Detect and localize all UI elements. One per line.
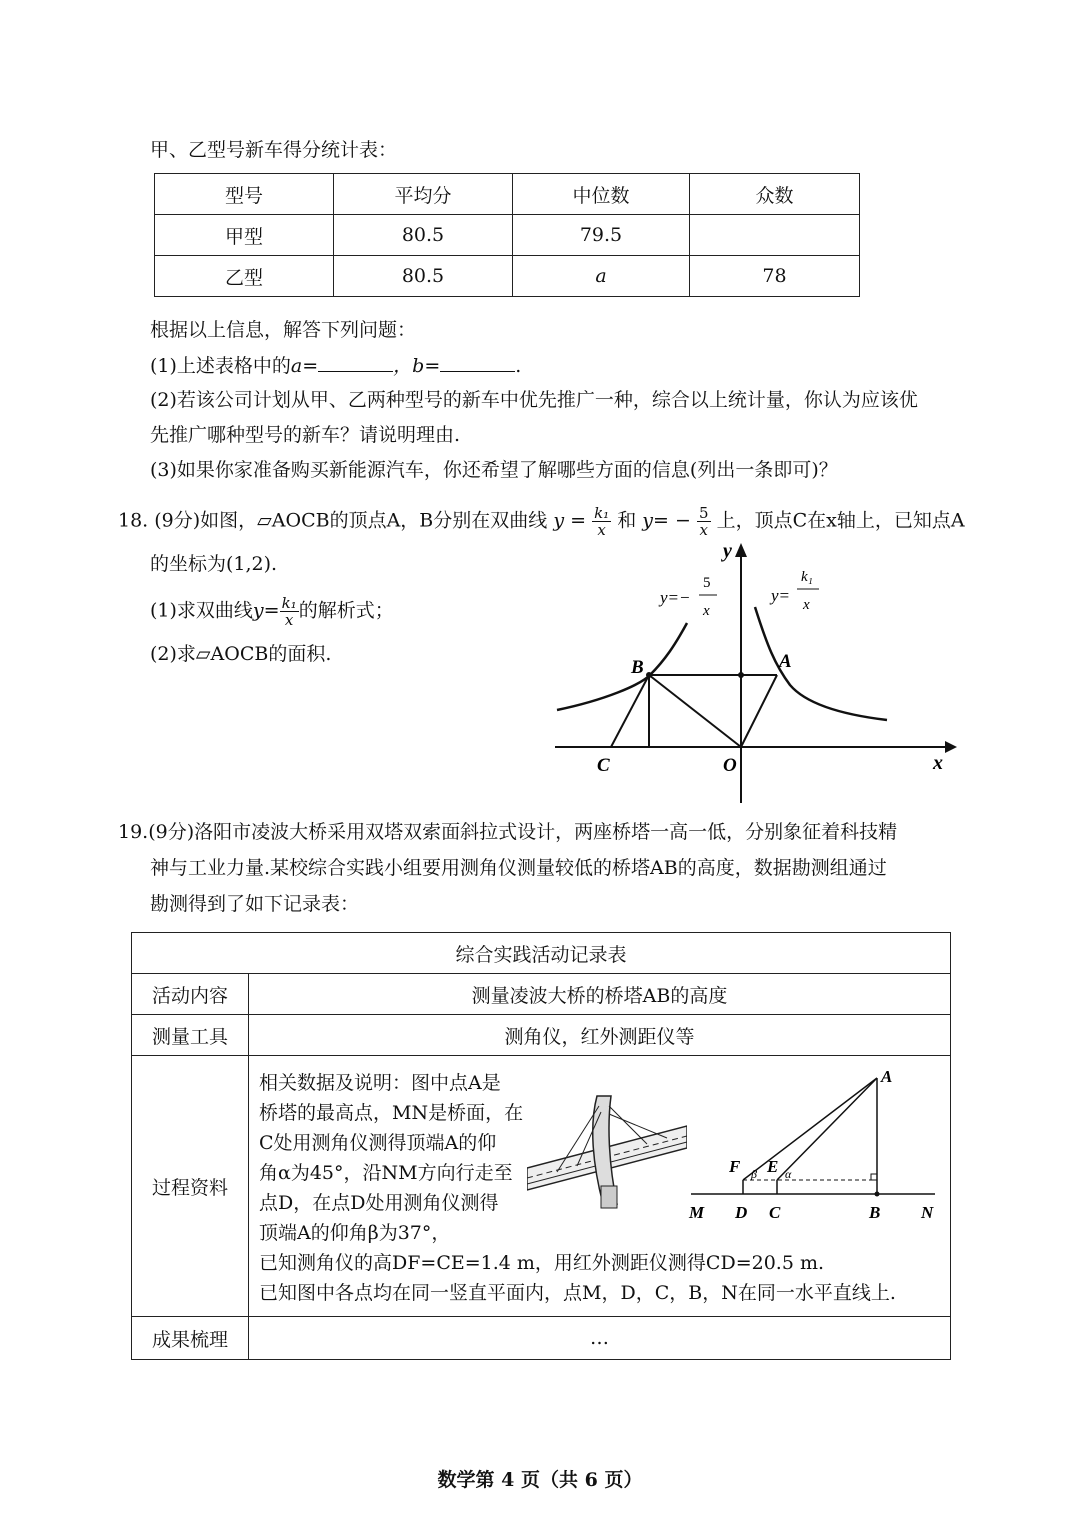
- record-value: …: [249, 1317, 951, 1360]
- page-footer: 数学第 4 页（共 6 页）: [437, 1469, 643, 1491]
- frac-den: x: [284, 611, 294, 629]
- answer-blank-b[interactable]: [440, 353, 515, 372]
- q19-text-1: (9分)洛阳市凌波大桥采用双塔双索面斜拉式设计，两座桥塔一高一低，分别象征着科技精: [148, 821, 898, 843]
- table-caption: 甲、乙型号新车得分统计表：: [150, 139, 398, 161]
- label-M: M: [689, 1203, 705, 1222]
- q18-text: (9分)如图，▱AOCB的顶点A，B分别在双曲线: [154, 509, 548, 532]
- label-F: F: [729, 1157, 741, 1176]
- left-curve-label: y=−: [660, 588, 691, 607]
- point-B: [646, 672, 652, 678]
- segment-BC: [611, 675, 649, 747]
- desc-line: 角α为45°，沿NM方向行走至: [259, 1162, 513, 1184]
- q18-line1: [118, 505, 965, 538]
- record-label: 测量工具: [132, 1015, 249, 1056]
- fraction-k1-x: [592, 505, 611, 538]
- table-cell: 乙型: [155, 256, 334, 297]
- frac-num: k₁: [281, 594, 297, 612]
- header-cell: 众数: [690, 174, 860, 215]
- label-D: D: [735, 1203, 748, 1222]
- record-value: 测角仪，红外测距仪等: [249, 1015, 951, 1056]
- q18-and: 和: [617, 509, 637, 532]
- right-hyperbola: [755, 607, 887, 720]
- q18-number: 18.: [118, 509, 149, 532]
- label-C: C: [597, 755, 610, 776]
- right-curve-num: k₁: [801, 569, 813, 585]
- label-alpha: α: [785, 1167, 792, 1181]
- desc-line: 已知图中各点均在同一竖直平面内，点M，D，C，B，N在同一水平直线上.: [259, 1282, 896, 1304]
- q19-line3: 勘测得到了如下记录表：: [150, 893, 360, 915]
- q19-number: 19.: [118, 821, 149, 843]
- desc-line: 顶端A的仰角β为37°，: [259, 1222, 451, 1244]
- label-beta: β: [751, 1167, 757, 1181]
- y-axis-arrow-icon: [735, 543, 747, 557]
- frac-den: x: [699, 521, 708, 539]
- label-A: A: [881, 1067, 893, 1086]
- bridge-image: [527, 1086, 687, 1216]
- record-value: 测量凌波大桥的桥塔AB的高度: [249, 974, 951, 1015]
- q18-y-eq3: y=: [252, 599, 280, 622]
- fraction-k1-x: [280, 595, 299, 628]
- label-O: O: [723, 755, 737, 776]
- x-axis-label: x: [933, 752, 943, 774]
- angle-diagram: [685, 1066, 945, 1241]
- q18-y-eq2: y= −: [642, 509, 691, 532]
- desc-line: 已知测角仪的高DF=CE=1.4 m，用红外测距仪测得CD=20.5 m.: [259, 1252, 825, 1274]
- table-cell: 甲型: [155, 215, 334, 256]
- table-cell: 80.5: [334, 215, 513, 256]
- score-table: [154, 173, 860, 297]
- blank-a-label: a=: [290, 355, 319, 377]
- q19-line1: [118, 820, 897, 844]
- label-A: A: [779, 651, 792, 672]
- record-title: 综合实践活动记录表: [132, 933, 951, 974]
- label-N: N: [921, 1203, 934, 1222]
- label-B: B: [631, 657, 644, 678]
- y-axis-label: y: [723, 540, 732, 562]
- frac-den: x: [597, 521, 606, 539]
- table-row: [155, 215, 860, 256]
- q17-part1-end: .: [515, 355, 522, 377]
- process-cell: [249, 1056, 951, 1317]
- q18-line2: 的坐标为(1,2).: [150, 553, 278, 575]
- header-cell: 中位数: [513, 174, 690, 215]
- desc-line: 点D，在点D处用测角仪测得: [259, 1192, 499, 1214]
- table-row: [155, 256, 860, 297]
- sight-line-F: [743, 1078, 877, 1180]
- right-curve-label: y=: [771, 586, 791, 605]
- table-cell: 80.5: [334, 256, 513, 297]
- table-cell: [690, 215, 860, 256]
- answer-blank-a[interactable]: [318, 353, 393, 372]
- segment-BO: [649, 675, 741, 747]
- label-E: E: [767, 1157, 779, 1176]
- left-hyperbola: [557, 623, 687, 710]
- label-B: B: [869, 1203, 881, 1222]
- q18-part1-prefix: (1)求双曲线: [150, 599, 253, 622]
- point-y-intercept: [738, 672, 744, 678]
- fraction-5-x: [697, 505, 711, 538]
- x-axis-arrow-icon: [945, 741, 957, 753]
- q18-rest: 上，顶点C在x轴上，已知点A: [716, 509, 965, 532]
- q17-part2-line2: 先推广哪种型号的新车？请说明理由.: [150, 424, 461, 446]
- record-label: 过程资料: [132, 1056, 249, 1317]
- q19-line2: 神与工业力量.某校综合实践小组要用测角仪测量较低的桥塔AB的高度，数据勘测组通过: [150, 857, 887, 879]
- q17-intro: 根据以上信息，解答下列问题：: [150, 319, 417, 341]
- desc-line: C处用测角仪测得顶端A的仰: [259, 1132, 497, 1154]
- header-cell: 平均分: [334, 174, 513, 215]
- blank-b-label: ，b=: [393, 355, 441, 377]
- record-table: [131, 932, 951, 1360]
- table-cell: a: [513, 256, 690, 297]
- q17-part1-prefix: (1)上述表格中的: [150, 355, 291, 377]
- desc-line: 相关数据及说明：图中点A是: [259, 1072, 501, 1094]
- q17-part2-line1: (2)若该公司计划从甲、乙两种型号的新车中优先推广一种，综合以上统计量，你认为应该优: [150, 389, 918, 411]
- frac-num: 5: [698, 504, 709, 522]
- frac-num: k₁: [594, 504, 610, 522]
- q18-part1-suffix: 的解析式；: [298, 599, 394, 622]
- q18-part2: (2)求▱AOCB的面积.: [150, 643, 332, 665]
- segment-AO: [741, 675, 777, 747]
- record-label: 成果梳理: [132, 1317, 249, 1360]
- q17-part3: (3)如果你家准备购买新能源汽车，你还希望了解哪些方面的信息(列出一条即可)？: [150, 459, 838, 481]
- right-curve-den: x: [803, 597, 810, 613]
- sight-line-E: [777, 1078, 877, 1180]
- desc-line: 桥塔的最高点，MN是桥面，在: [259, 1102, 524, 1124]
- left-curve-num: 5: [703, 575, 711, 591]
- table-cell: 78: [690, 256, 860, 297]
- table-cell: 79.5: [513, 215, 690, 256]
- label-C: C: [769, 1203, 781, 1222]
- hyperbola-graph: [545, 535, 965, 810]
- table-header-row: [155, 174, 860, 215]
- left-curve-den: x: [703, 603, 710, 619]
- q18-y-eq: y =: [553, 509, 587, 532]
- q17-part1: [150, 353, 521, 378]
- header-cell: 型号: [155, 174, 334, 215]
- record-label: 活动内容: [132, 974, 249, 1015]
- q18-part1: [150, 595, 394, 628]
